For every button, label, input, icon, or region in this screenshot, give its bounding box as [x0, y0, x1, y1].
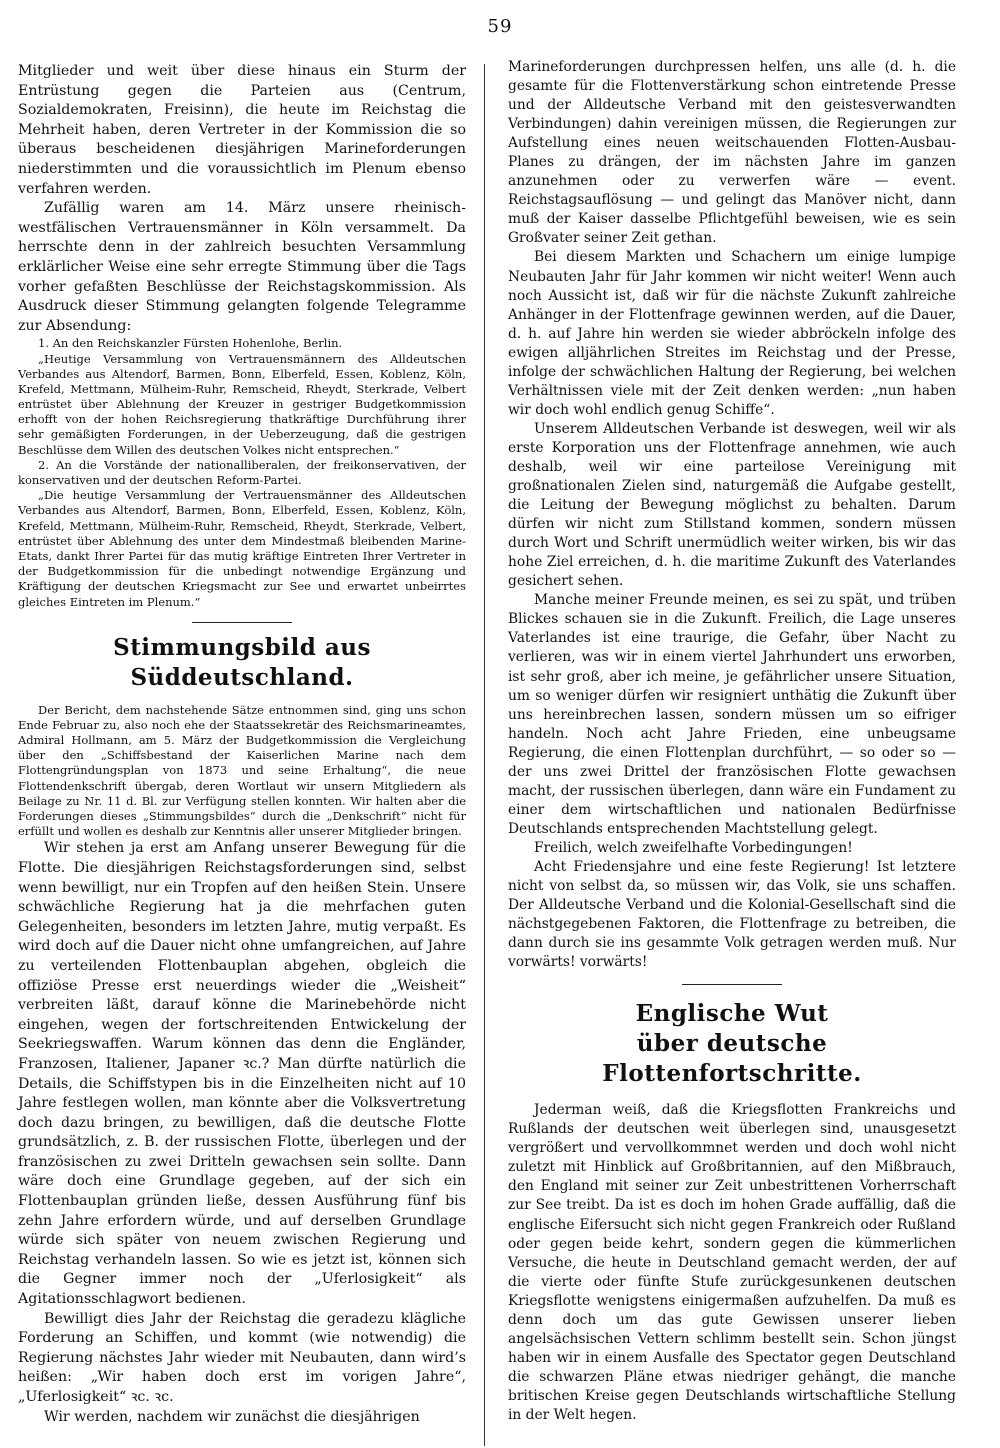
paragraph: Wir werden, nachdem wir zunächst die diesjährigen — [44, 1408, 420, 1425]
paragraph: Freilich, welch zweifelhafte Vorbedingungen! — [534, 839, 853, 856]
paragraph: Marineforderungen durchpressen helfen, uns alle (d. h. die gesamte für die Flottenverstärkung schon eintretende Presse und der Alldeutsche Verband mit den geistesverwandten Verbindungen) dahin vereinigen müssen, die Regierungen zur Aufstellung eines neuen weitschauenden Flotten-Ausbau-Planes zu drängen, der im nächsten Jahre im ganzen anzunehmen oder zu verwerfen wäre — event. Reichstagsauflösung — und gelingt das Manöver nicht, dann muß der Kaiser dasselbe Pflichtgefühl beweisen, wie es sein Großvater seiner Zeit gethan. — [508, 59, 956, 247]
paragraph: Bewilligt dies Jahr der Reichstag die geradezu klägliche Forderung an Schiffen, und kommt (wie notwendig) die Regierung nächstes Jahr wieder mit Neubauten, dann wird’s heißen: „Wir haben doch erst im vorigen Jahre“, „Uferlosigkeit“ ꝛc. ꝛc. — [18, 1310, 466, 1405]
article-heading: Stimmungsbild aus Süddeutschland. — [113, 633, 371, 691]
paragraph: Zufällig waren am 14. März unsere rheinisch-westfälischen Vertrauensmänner in Köln versammelt. Da herrschte denn in der zahlreich besuchten Versammlung erklärlicher Weise eine sehr erregte Stimmung über die Tags vorher gefaßten Beschlüsse der Reichstagskommission. Als Ausdruck dieser Stimmung gelangten folgende Telegramme zur Absendung: — [18, 200, 466, 334]
paragraph: Unserem Alldeutschen Verbande ist deswegen, weil wir als erste Korporation uns der Flottenfrage annehmen, wie auch deshalb, weil wir eine parteilose Vereinigung mit großnationalen Zielen sind, naturgemäß die Aufgabe gestellt, die Leitung der Bewegung möglichst zu behalten. Darum dürfen wir nicht zum Stillstand kommen, sondern müssen durch Wort und Schrift unermüdlich weiter wirken, bis wir das hohe Ziel erreichen, d. h. die maritime Zukunft des Vaterlandes gesichert sehen. — [508, 420, 956, 590]
telegram-address: 1. An den Reichskanzler Fürsten Hohenlohe, Berlin. — [38, 336, 343, 351]
preface-block — [18, 703, 466, 840]
section-divider — [192, 622, 292, 623]
right-column — [508, 58, 956, 1425]
column-rule — [484, 64, 485, 1446]
paragraph: Acht Friedensjahre und eine feste Regierung! Ist letztere nicht von selbst da, so müssen wir, das Volk, sie uns schaffen. Der Alldeutsche Verband und die Kolonial-Gesellschaft sind die nächstgegebenen Faktoren, die Flottenfrage zu betreiben, die dann durch sie ins gesammte Volk getragen werden muß. Nur vorwärts! vorwärts! — [508, 858, 956, 971]
paragraph: Manche meiner Freunde meinen, es sei zu spät, und trüben Blickes schauen sie in die Zukunft. Freilich, die Lage unseres Vaterlandes ist eine traurige, die Gefahr, über Nacht zu verlieren, was wir in einem viertel Jahrhundert uns erworben, ist sehr groß, aber ich meine, je gefährlicher unsere Situation, um so weniger dürfen wir resigniert unthätig die Zukunft über uns hereinbrechen lassen, sondern müssen um so eifriger handeln. Noch acht Jahre Frieden, eine unbeugsame Regierung, die einen Flottenplan durchführt, — so oder so — der uns zwei Drittel der französischen Flotte gewachsen macht, der russischen überlegen, dann wäre ein Fundament zu einer dem wirtschaftlichen und nationalen Bedürfnisse Deutschlands entsprechenden Machtstellung gelegt. — [508, 592, 956, 837]
section-divider — [682, 984, 782, 985]
left-column — [18, 62, 466, 1427]
telegram-text: „Die heutige Versammlung der Vertrauensmänner des Alldeutschen Verbandes aus Altendorf, Barmen, Bonn, Elberfeld, Essen, Koblenz, Köln, Krefeld, Mettmann, Mülheim-Ruhr, Remscheid, Rheydt, Sterkrade, Velbert, entrüstet über Ablehnung des unter dem Mindestmaß bleibenden Marine-Etats, dankt Ihrer Partei für das mutig kräftige Eintreten Ihrer Vertreter in der Budgetkommission für die unbedingt notwendige Ergänzung und Kräftigung der deutschen Kriegsmacht zur See und erwartet unbeirrtes gleiches Eintreten im Plenum.“ — [18, 488, 466, 609]
telegram-address: 2. An die Vorstände der nationalliberalen, der freikonservativen, der konservativen und der deutschen Reform-Partei. — [18, 457, 466, 487]
paragraph: Jederman weiß, daß die Kriegsflotten Frankreichs und Rußlands der deutschen weit überlegen sind, unausgesetzt vergrößert und vervollkommnet werden und doch wohl nicht zuletzt mit Hinblick auf Großbritannien, auf den Mißbrauch, den England mit seiner zur Zeit unbestrittenen Vorherrschaft zur See treibt. Da ist es doch im hohen Grade auffällig, daß die englische Eifersucht sich nicht gegen Frankreich oder Rußland oder gegen beide kehrt, sondern gegen die kümmerlichen Versuche, die heute in Deutschland gemacht werden, der auf die vierte oder fünfte Stufe zurückgesunkenen deutschen Kriegsflotte wenigstens einigermaßen aufzuhelfen. Da muß es denn doch um das gute Gewissen unserer lieben angelsächsischen Vettern schlimm bestellt sein. Schon jüngst haben wir in einem Ausfalle des Spectator gegen Deutschland die schwarzen Pläne etwas niedriger gehängt, die manche britischen Kreise gegen Deutschlands wirtschaftliche Stellung in der Welt hegen. — [508, 1102, 956, 1423]
paragraph: Mitglieder und weit über diese hinaus ein Sturm der Entrüstung gegen die Parteien aus (Centrum, Sozialdemokraten, Freisinn), die heute im Reichstag die Mehrheit haben, deren Vertreter in der Kommission die so überaus bescheidenen diesjährigen Marineforderungen niederstimmten und die voraussichtlich im Plenum ebenso verfahren werden. — [18, 63, 466, 197]
article-heading-line: Englische Wut — [635, 1000, 829, 1028]
article-heading-line: über deutsche Flottenfortschritte. — [602, 1030, 862, 1088]
paragraph: Bei diesem Markten und Schachern um einige lumpige Neubauten Jahr für Jahr kommen wir nicht weiter! Wenn auch noch Aussicht ist, daß wir für die nächste Zukunft zahlreiche Anhänger in der Flottenfrage gewinnen werden, auf die Dauer, d. h. auf Jahre hin werden sie wieder abbröckeln infolge des ewigen alljährlichen Streites im Reichstag und der Presse, infolge der schwächlichen Haltung der Regierung, bei welchen Verhältnissen viele mit der Zeit denken werden: „nun haben wir doch wohl endlich genug Schiffe“. — [508, 249, 956, 418]
paragraph: Wir stehen ja erst am Anfang unserer Bewegung für die Flotte. Die diesjährigen Reichstagsforderungen sind, selbst wenn bewilligt, nur ein Tropfen auf den heißen Stein. Unsere schwächliche Regierung hat ja die mehrfachen guten Gelegenheiten, besonders im letzten Jahre, mutig verpaßt. Es wird doch auf die Dauer nicht ohne umfangreichen, auf Jahre zu verteilenden Flottenbauplan abgehen, obgleich die offiziöse Presse erst neuerdings wieder die „Weisheit“ verbreiten läßt, darauf könne die Marinebehörde nicht eingehen, wegen der fortschreitenden Entwickelung der Seekriegswaffen. Warum können das denn die Engländer, Franzosen, Italiener, Japaner ꝛc.? Man dürfte natürlich die Details, die Schiffstypen bis in die Einzelheiten nicht auf 10 Jahre festlegen wollen, man könnte aber die Volksvertretung doch dazu bringen, zu bewilligen, daß die deutsche Flotte grundsätzlich, z. B. der russischen Flotte, überlegen und der französischen zu zwei Dritteln gewachsen sein sollte. Dann wäre doch eine Grundlage gegeben, auf der sich ein Flottenbauplan gründen ließe, dessen Ausführung fünf bis zehn Jahre erfordern würde, und auf derselben Grundlage würde sich später von neuem zwischen Regierung und Reichstag verhandeln lassen. So wie es jetzt ist, können sich die Gegner immer noch der „Uferlosigkeit“ als Agitationsschlagwort bedienen. — [18, 840, 466, 1308]
telegram-block — [18, 336, 466, 609]
page-number: 59 — [487, 16, 513, 37]
preface-text: Der Bericht, dem nachstehende Sätze entnommen sind, ging uns schon Ende Februar zu, also noch ehe der Staatssekretär des Reichsmarineamtes, Admiral Hollmann, am 5. März der Budgetkommission die Vergleichung über den „Schiffsbestand der Kaiserlichen Marine nach dem Flottengründungsplan von 1873 und seine Erhaltung“, die neue Flottendenkschrift übergab, deren Wortlaut wir unsern Mitgliedern als Beilage zu Nr. 11 d. Bl. zur Verfügung stellen konnten. Wir halten aber die Forderungen dieses „Stimmungsbildes“ durch die „Denkschrift“ nicht für erfüllt und wollen es deshalb zur Kenntnis aller unserer Mitglieder bringen. — [18, 702, 466, 839]
telegram-text: „Heutige Versammlung von Vertrauensmännern des Alldeutschen Verbandes aus Altendorf, Barmen, Bonn, Elberfeld, Essen, Koblenz, Köln, Krefeld, Mettmann, Mülheim-Ruhr, Remscheid, Rheydt, Sterkrade, Velbert entrüstet über Ablehnung der Kreuzer in gestriger Budgetkommission erhofft von der hohen Reichsregierung thatkräftige Durchführung ihrer sehr gemäßigten Forderungen, in der Ueberzeugung, daß die gestrigen Beschlüsse dem Willen des deutschen Volkes nicht entsprechen.“ — [18, 351, 466, 457]
article-heading — [508, 999, 956, 1089]
